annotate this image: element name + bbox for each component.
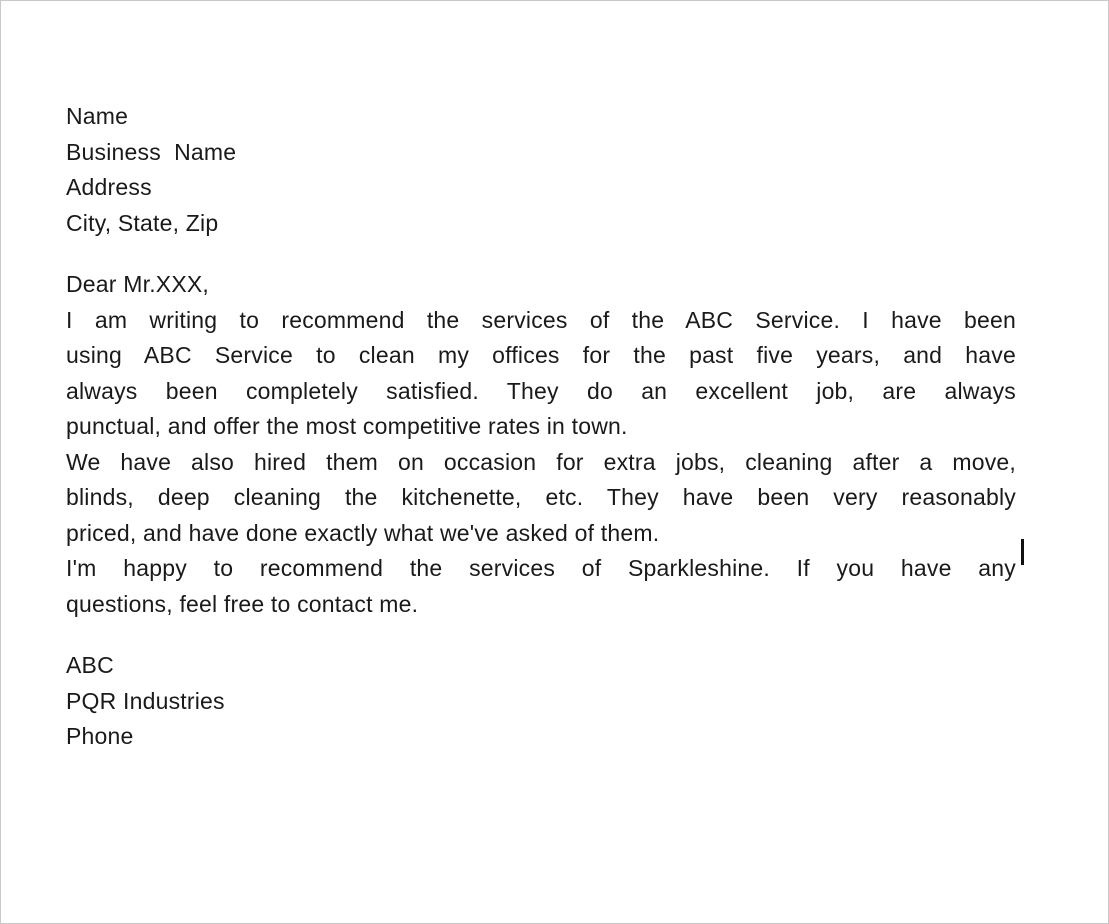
letter-body[interactable]: [66, 99, 1016, 755]
signature-name: ABC: [66, 652, 114, 678]
paragraph-3: [66, 551, 1016, 622]
paragraph-line: questions, feel free to contact me.: [66, 590, 419, 617]
text-cursor: [1021, 539, 1024, 565]
paragraph-line: punctual, and offer the most competitive rates in town.: [66, 413, 628, 439]
signature-phone: Phone: [66, 723, 134, 749]
paragraph-1: [66, 303, 1016, 445]
recipient-address: Address: [66, 174, 152, 200]
paragraph-line: We have also hired them on occasion for extra jobs, cleaning after a move,: [66, 448, 1016, 475]
salutation-text: Dear Mr.XXX,: [66, 271, 209, 297]
paragraph-line: priced, and have done exactly what we've asked of them.: [66, 519, 660, 546]
salutation: [66, 267, 1016, 303]
signature-company: PQR Industries: [66, 687, 225, 714]
paragraph-line: I'm happy to recommend the services of Sparkleshine. If you have any: [66, 555, 1016, 581]
paragraph-line: always been completely satisfied. They do an excellent job, are always: [66, 377, 1016, 404]
recipient-block: [66, 99, 1016, 241]
recipient-name: Name: [66, 103, 129, 129]
paragraph-line: I am writing to recommend the services of the ABC Service. I have been: [66, 306, 1016, 333]
recipient-business-name: Business Name: [66, 138, 237, 165]
paragraph-line: blinds, deep cleaning the kitchenette, etc. They have been very reasonably: [66, 484, 1016, 510]
paragraph-2: [66, 445, 1016, 552]
signature-block: [66, 648, 1016, 755]
recipient-city-state-zip: City, State, Zip: [66, 209, 219, 236]
paragraph-line: using ABC Service to clean my offices for the past five years, and have: [66, 342, 1016, 368]
